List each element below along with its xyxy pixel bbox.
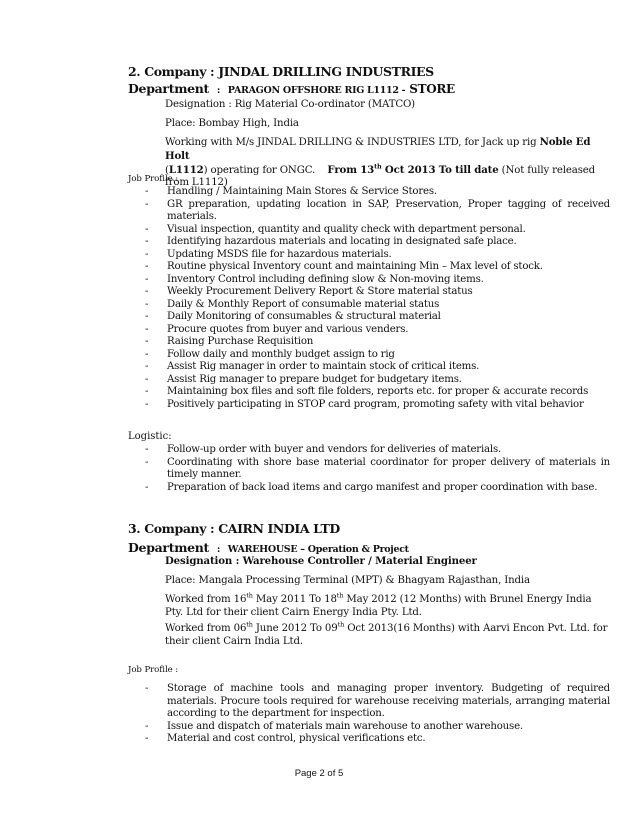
list-item-text: Daily Monitoring of consumables & structural material: [167, 311, 441, 322]
list-item-text: Issue and dispatch of materials main warehouse to another warehouse.: [167, 720, 523, 732]
list-item: [140, 457, 610, 482]
work-entry-2: Worked from 06th June 2012 To 09th Oct 2013(16 Months) with Aarvi Encon Pvt. Ltd. for their client Cairn India Ltd.: [165, 620, 608, 647]
list-item-text: Inventory Control including defining slow & Non-moving items.: [167, 273, 484, 285]
dash-bullet: -: [145, 456, 149, 468]
list-item: [140, 311, 610, 324]
list-item: [140, 444, 610, 457]
list-item-text: Material and cost control, physical verifications etc.: [167, 733, 426, 744]
list-item-text: Follow daily and monthly budget assign to rig: [167, 348, 395, 360]
dash-bullet: -: [145, 481, 149, 493]
list-item-text: Daily & Monthly Report of consumable material status: [167, 298, 440, 310]
dash-bullet: -: [145, 444, 149, 455]
dash-bullet: -: [145, 323, 149, 335]
list-item: [140, 249, 610, 262]
dash-bullet: -: [145, 720, 149, 732]
list-item-text: Coordinating with shore base material coordinator for proper delivery of materials in timely manner.: [167, 456, 610, 480]
list-item: [140, 399, 610, 412]
dash-bullet: -: [145, 311, 149, 322]
dash-bullet: -: [145, 223, 149, 235]
logistic-label: Logistic:: [128, 431, 172, 442]
list-item: [140, 324, 610, 337]
list-item-text: Procure quotes from buyer and various venders.: [167, 323, 409, 335]
list-item: [140, 721, 610, 734]
duties-list: [140, 683, 610, 746]
list-item-text: GR preparation, updating location in SAP, Preservation, Proper tagging of received materials.: [167, 198, 610, 222]
department-label: Department: [128, 540, 210, 555]
dash-bullet: -: [145, 348, 149, 360]
dash-bullet: -: [145, 733, 149, 744]
list-item: [140, 482, 610, 495]
list-item: [140, 274, 610, 287]
list-item: [140, 733, 610, 746]
page-number: Page 2 of 5: [294, 768, 344, 779]
section-title: 3. Company : CAIRN INDIA LTD: [128, 521, 340, 536]
list-item-text: Routine physical Inventory count and maintaining Min – Max level of stock.: [167, 261, 543, 272]
duties-list: [140, 186, 610, 411]
department-value: PARAGON OFFSHORE RIG L1112 -: [227, 85, 406, 96]
rig-name: Noble Ed Holt: [165, 136, 591, 162]
work-description: Working with M/s JINDAL DRILLING & INDUSTRIES LTD, for Jack up rig Noble Ed Holt (L1112) operating for ONGC. From 13th Oct 2013 To till date (Not fully released from L1112): [165, 136, 596, 189]
list-item-text: Preparation of back load items and cargo manifest and proper coordination with base.: [167, 481, 598, 493]
rig-code: L1112: [168, 163, 204, 176]
work-period: From 13th Oct 2013 To till date: [327, 162, 499, 176]
dash-bullet: -: [145, 336, 149, 347]
designation: Designation : Warehouse Controller / Material Engineer: [165, 555, 477, 567]
list-item: [140, 186, 610, 199]
list-item-text: Raising Purchase Requisition: [167, 336, 314, 347]
section-title: 2. Company : JINDAL DRILLING INDUSTRIES: [128, 64, 434, 79]
department-line: [128, 81, 455, 96]
dash-bullet: -: [145, 198, 149, 210]
dash-bullet: -: [145, 261, 149, 272]
dash-bullet: -: [145, 236, 149, 247]
list-item: [140, 361, 610, 374]
department-value: WAREHOUSE – Operation & Project: [227, 544, 409, 555]
list-item-text: Updating MSDS file for hazardous materials.: [167, 248, 392, 260]
department-separator: :: [216, 85, 221, 96]
place: Place: Mangala Processing Terminal (MPT) & Bhagyam Rajasthan, India: [165, 575, 530, 586]
dash-bullet: -: [145, 298, 149, 310]
list-item-text: Handling / Maintaining Main Stores & Service Stores.: [167, 186, 437, 197]
work-entry-1: Worked from 16th May 2011 To 18th May 2012 (12 Months) with Brunel Energy India Pty. Ltd for their client Cairn Energy India Pty. Ltd.: [165, 591, 592, 618]
department-label: Department: [128, 81, 210, 96]
department-separator: :: [216, 544, 221, 555]
list-item: [140, 683, 610, 721]
list-item-text: Positively participating in STOP card program, promoting safety with vital behavior: [167, 398, 584, 410]
dash-bullet: -: [145, 398, 149, 410]
dash-bullet: -: [145, 373, 149, 385]
dash-bullet: -: [145, 186, 149, 197]
list-item-text: Assist Rig manager in order to maintain stock of critical items.: [167, 361, 480, 372]
dash-bullet: -: [145, 683, 149, 694]
list-item-text: Assist Rig manager to prepare budget for budgetary items.: [167, 373, 462, 385]
list-item: [140, 336, 610, 349]
job-profile-label: Job Profile :: [128, 174, 179, 184]
list-item: [140, 236, 610, 249]
list-item-text: Visual inspection, quantity and quality check with department personal.: [167, 223, 526, 235]
job-profile-label: Job Profile :: [128, 665, 179, 675]
list-item: [140, 224, 610, 237]
list-item-text: Follow-up order with buyer and vendors for deliveries of materials.: [167, 444, 502, 455]
list-item: [140, 349, 610, 362]
dash-bullet: -: [145, 273, 149, 285]
designation: Designation : Rig Material Co-ordinator (MATCO): [165, 99, 416, 110]
department-value-store: STORE: [409, 82, 455, 96]
list-item-text: Identifying hazardous materials and locating in designated safe place.: [167, 236, 517, 247]
list-item-text: Weekly Procurement Delivery Report & Store material status: [167, 286, 473, 297]
dash-bullet: -: [145, 361, 149, 372]
list-item: [140, 299, 610, 312]
list-item: [140, 286, 610, 299]
dash-bullet: -: [145, 286, 149, 297]
dash-bullet: -: [145, 386, 149, 397]
dash-bullet: -: [145, 248, 149, 260]
place: Place: Bombay High, India: [165, 118, 299, 129]
list-item: [140, 199, 610, 224]
list-item: [140, 386, 610, 399]
department-line: [128, 540, 409, 555]
list-item: [140, 261, 610, 274]
list-item-text: Storage of machine tools and managing proper inventory. Budgeting of required materials. Procure tools required for warehouse receiving materials, arranging material according to the department for inspection.: [167, 683, 610, 719]
list-item: [140, 374, 610, 387]
logistic-list: [140, 444, 610, 494]
list-item-text: Maintaining box files and soft file folders, reports etc. for proper & accurate records: [167, 386, 589, 397]
